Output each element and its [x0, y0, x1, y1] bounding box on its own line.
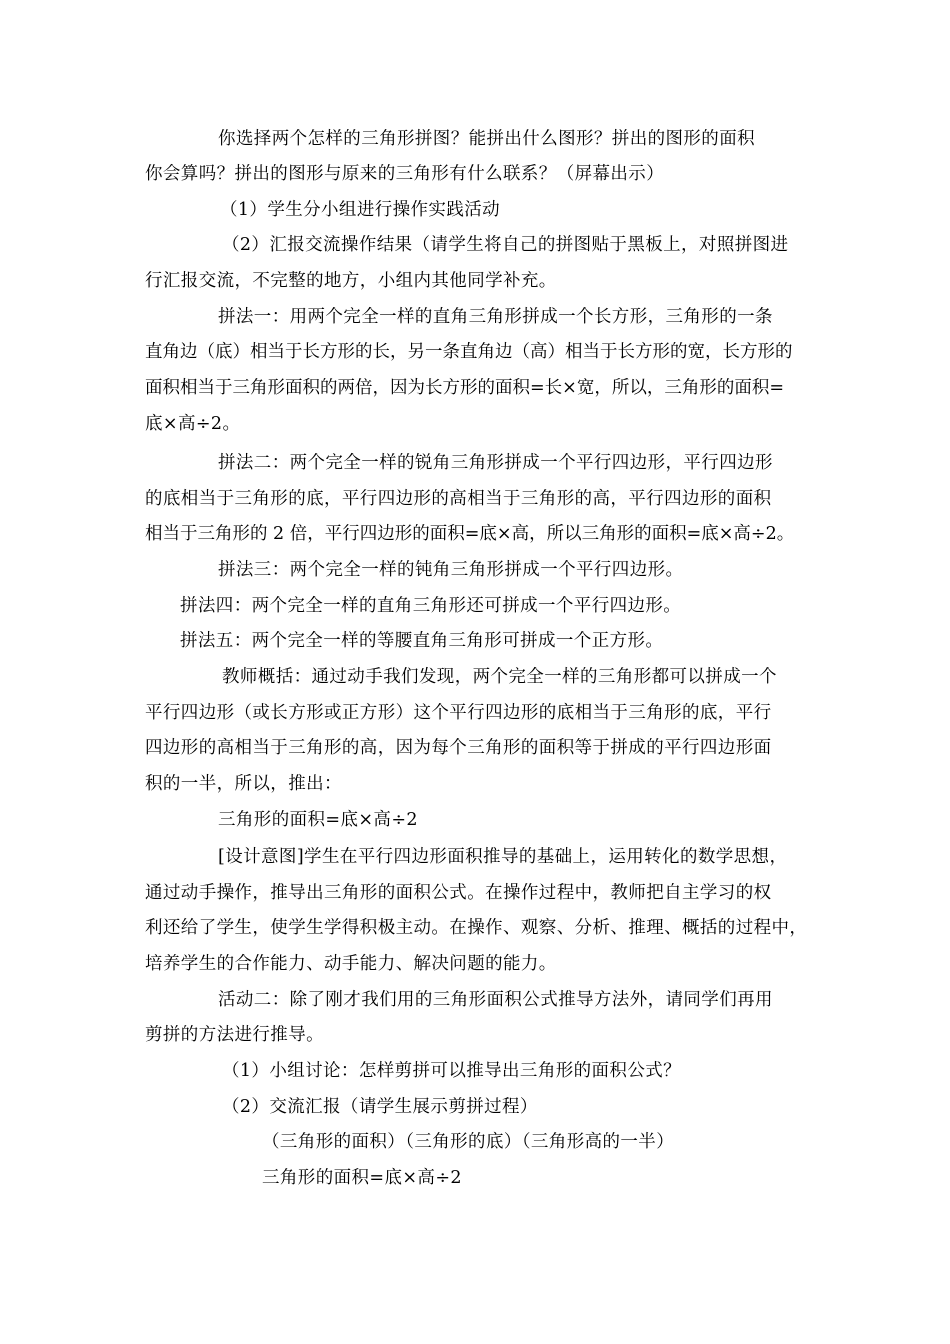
text-line: 利还给了学生，使学生学得积极主动。在操作、观察、分析、推理、概括的过程中， [145, 918, 808, 938]
text-line: 积的一半，所以，推出： [145, 774, 342, 794]
text-line: [设计意图]学生在平行四边形面积推导的基础上，运用转化的数学思想， [218, 847, 788, 867]
text-line: 面积相当于三角形面积的两倍，因为长方形的面积=长×宽，所以，三角形的面积= [145, 378, 784, 398]
text-line: 的底相当于三角形的底，平行四边形的高相当于三角形的高，平行四边形的面积 [145, 489, 772, 509]
text-line: 拼法二：两个完全一样的锐角三角形拼成一个平行四边形，平行四边形 [218, 453, 773, 473]
text-line: 行汇报交流，不完整的地方，小组内其他同学补充。 [145, 271, 557, 291]
text-line: 拼法四：两个完全一样的直角三角形还可拼成一个平行四边形。 [180, 596, 682, 616]
text-line: 拼法三：两个完全一样的钝角三角形拼成一个平行四边形。 [218, 560, 684, 580]
text-line: （2）汇报交流操作结果（请学生将自己的拼图贴于黑板上，对照拼图进 [222, 235, 789, 255]
text-line: 直角边（底）相当于长方形的长，另一条直角边（高）相当于长方形的宽，长方形的 [145, 342, 793, 362]
text-line: 三角形的面积=底×高÷2 [262, 1168, 462, 1188]
text-line: 活动二：除了刚才我们用的三角形面积公式推导方法外，请同学们再用 [218, 990, 773, 1010]
text-line: 你会算吗？拼出的图形与原来的三角形有什么联系？（屏幕出示） [145, 164, 665, 184]
text-line: 平行四边形（或长方形或正方形）这个平行四边形的底相当于三角形的底，平行 [145, 703, 772, 723]
text-line: 剪拼的方法进行推导。 [145, 1025, 324, 1045]
text-line: （2）交流汇报（请学生展示剪拼过程） [222, 1097, 538, 1117]
text-line: （三角形的面积）（三角形的底）（三角形高的一半） [262, 1132, 675, 1152]
text-line: 三角形的面积=底×高÷2 [218, 810, 418, 830]
text-line: （1）学生分小组进行操作实践活动 [220, 200, 501, 220]
text-line: 底×高÷2。 [145, 414, 241, 434]
text-line: 拼法一：用两个完全一样的直角三角形拼成一个长方形，三角形的一条 [218, 307, 773, 327]
text-line: 教师概括：通过动手我们发现，两个完全一样的三角形都可以拼成一个 [222, 667, 777, 687]
text-line: 四边形的高相当于三角形的高，因为每个三角形的面积等于拼成的平行四边形面 [145, 738, 772, 758]
text-line: 培养学生的合作能力、动手能力、解决问题的能力。 [145, 954, 557, 974]
text-line: 相当于三角形的 2 倍，平行四边形的面积=底×高，所以三角形的面积=底×高÷2。 [145, 524, 795, 544]
text-line: （1）小组讨论：怎样剪拼可以推导出三角形的面积公式？ [222, 1061, 682, 1081]
text-line: 拼法五：两个完全一样的等腰直角三角形可拼成一个正方形。 [180, 631, 664, 651]
text-line: 你选择两个怎样的三角形拼图？能拼出什么图形？拼出的图形的面积 [218, 129, 755, 149]
text-line: 通过动手操作，推导出三角形的面积公式。在操作过程中，教师把自主学习的权 [145, 883, 772, 903]
